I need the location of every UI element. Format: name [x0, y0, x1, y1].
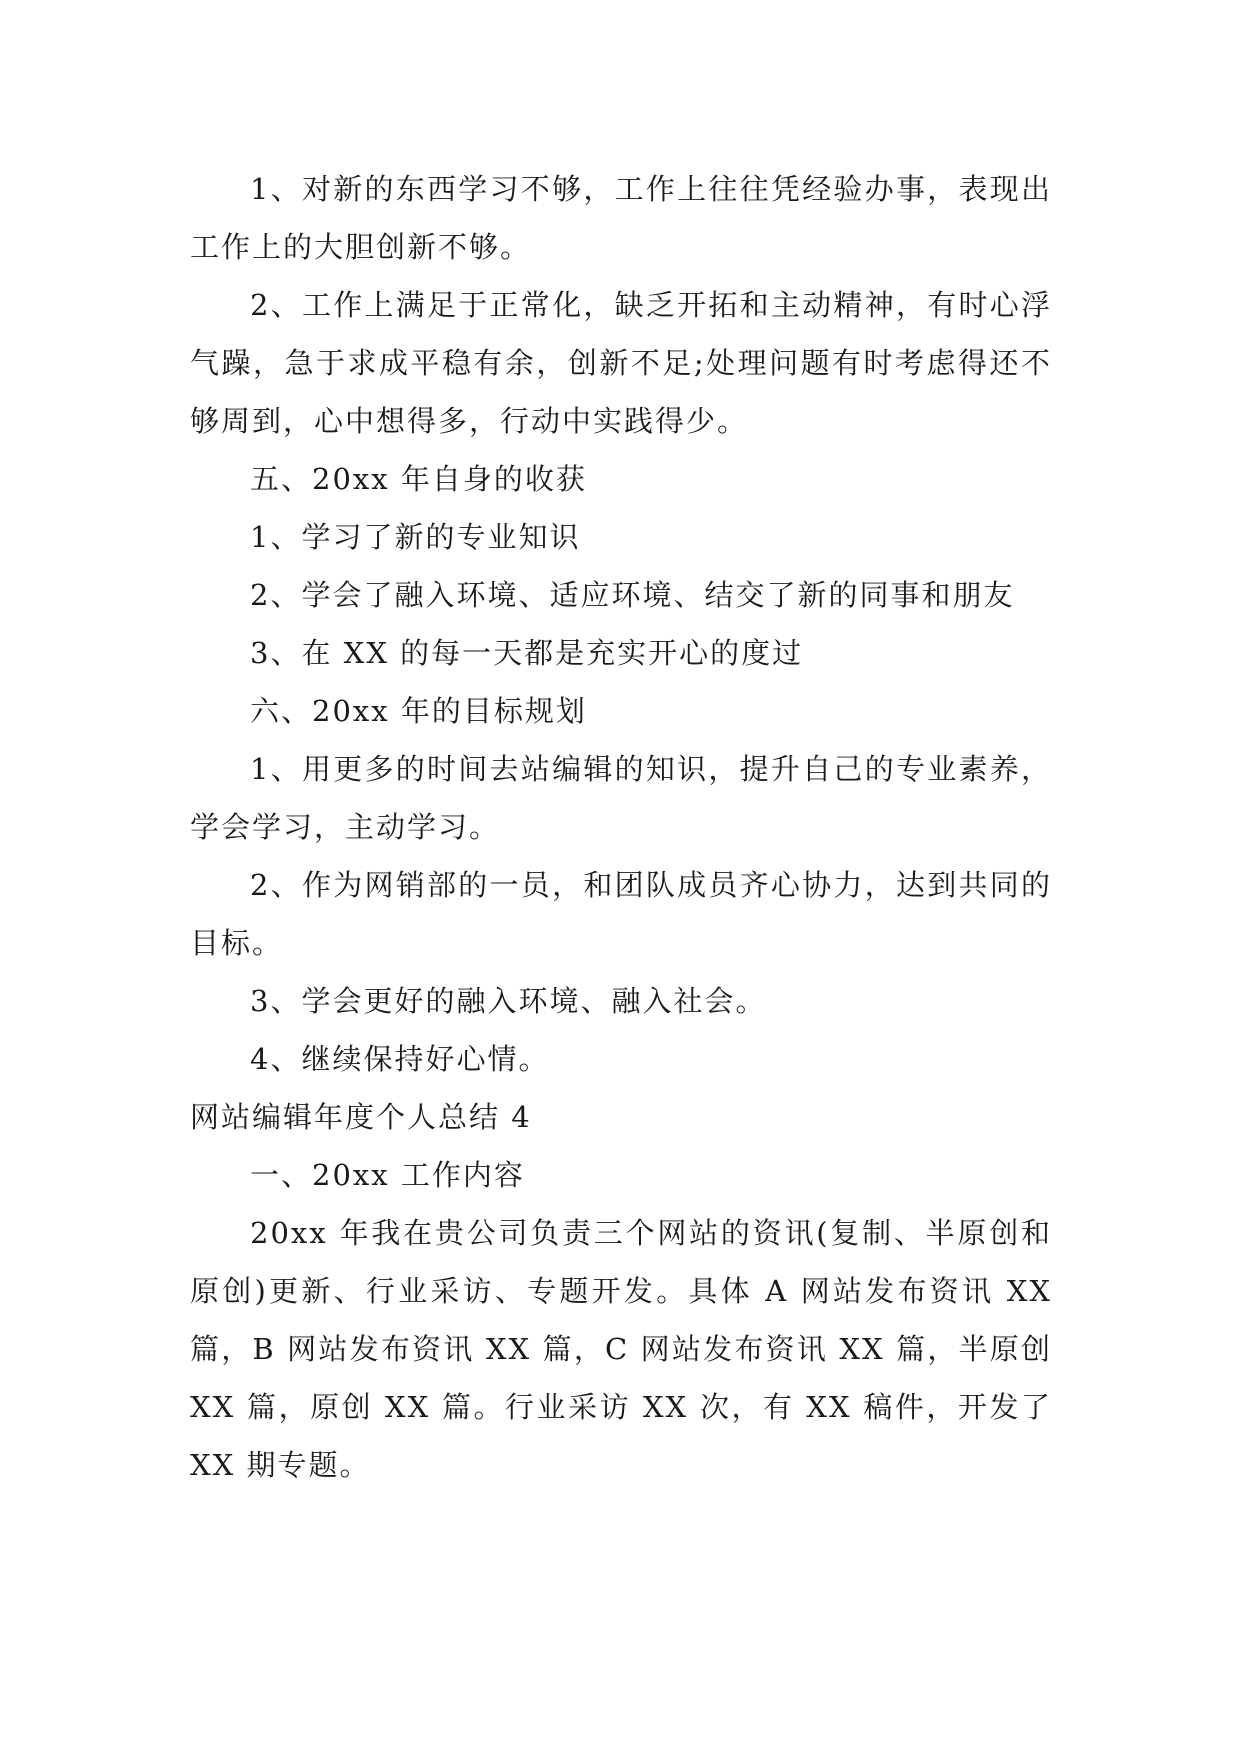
- paragraph-gain-2: 2、学会了融入环境、适应环境、结交了新的同事和朋友: [250, 578, 1015, 612]
- paragraph-goal-4: 4、继续保持好心情。: [250, 1042, 550, 1076]
- paragraph-shortcoming-1: 1、对新的东西学习不够，工作上往往凭经验办事，表现出工作上的大胆创新不够。: [190, 172, 1052, 264]
- paragraph-work-content: 20xx 年我在贵公司负责三个网站的资讯(复制、半原创和原创)更新、行业采访、专题开发。具体 A 网站发布资讯 XX 篇，B 网站发布资讯 XX 篇，C 网站发布资讯 XX 篇，半原创 XX 篇，原创 XX 篇。行业采访 XX 次，有 XX 稿件，开发了 XX 期专题。: [190, 1216, 1052, 1482]
- paragraph-gain-1: 1、学习了新的专业知识: [250, 520, 581, 554]
- paragraph-gain-3: 3、在 XX 的每一天都是充实开心的度过: [250, 636, 804, 670]
- paragraph-shortcoming-2: 2、工作上满足于正常化，缺乏开拓和主动精神，有时心浮气躁，急于求成平稳有余，创新不足;处理问题有时考虑得还不够周到，心中想得多，行动中实践得少。: [190, 288, 1052, 438]
- section-heading-work-content: 一、20xx 工作内容: [250, 1158, 525, 1192]
- paragraph-goal-1: 1、用更多的时间去站编辑的知识，提升自己的专业素养，学会学习，主动学习。: [190, 752, 1052, 844]
- paragraph-goal-2: 2、作为网销部的一员，和团队成员齐心协力，达到共同的目标。: [190, 868, 1052, 960]
- document-section-title: 网站编辑年度个人总结 4: [190, 1100, 532, 1134]
- section-heading-goals: 六、20xx 年的目标规划: [250, 694, 587, 728]
- section-heading-gains: 五、20xx 年自身的收获: [250, 462, 587, 496]
- paragraph-goal-3: 3、学会更好的融入环境、融入社会。: [250, 984, 767, 1018]
- document-body: [190, 160, 1052, 1494]
